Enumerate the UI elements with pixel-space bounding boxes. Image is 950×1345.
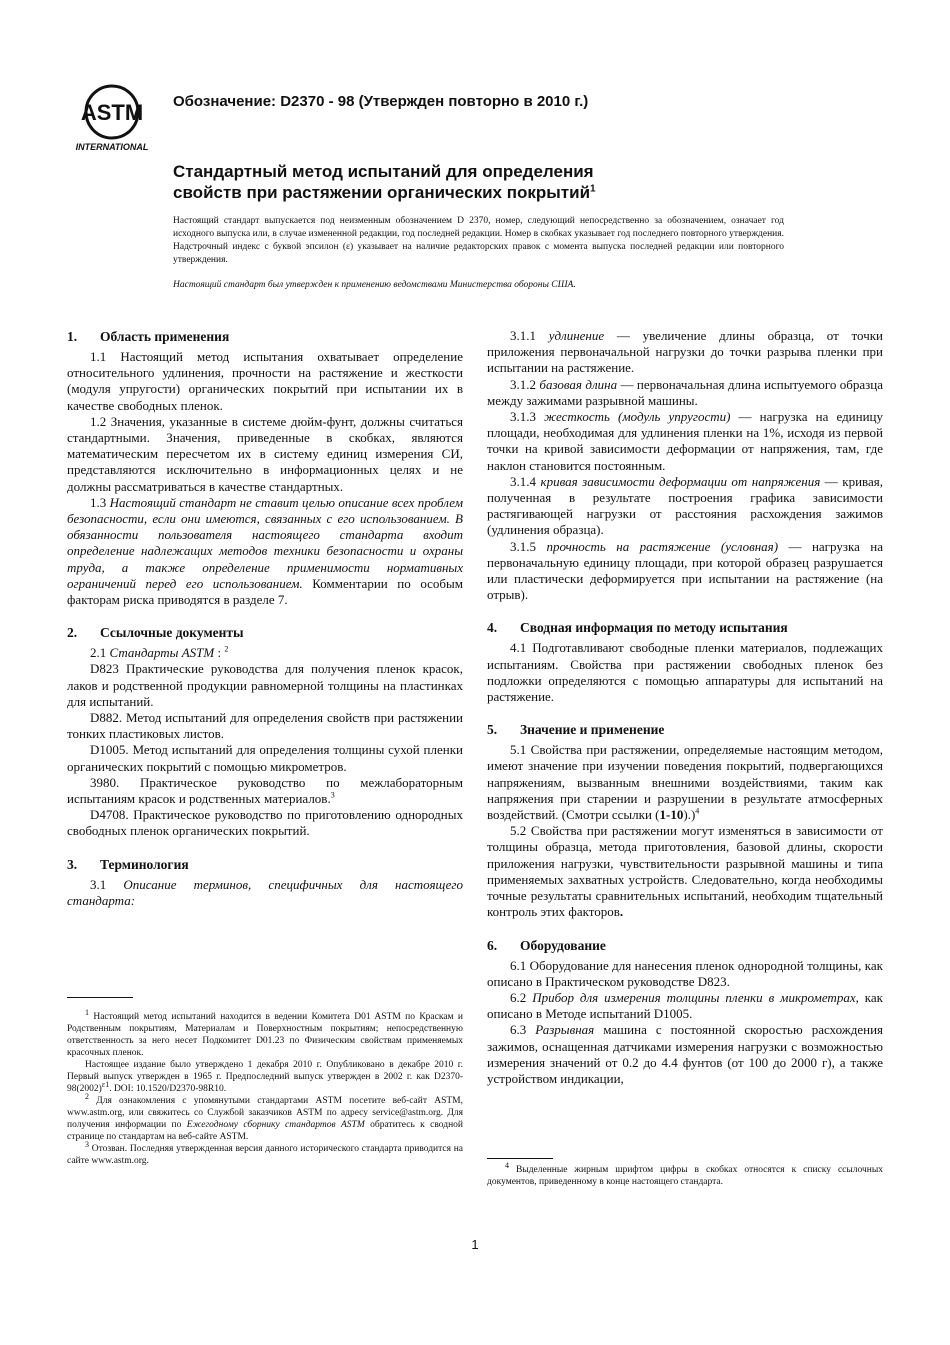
- title-footnote-ref: 1: [590, 183, 596, 195]
- para-6-2: 6.2 Прибор для измерения толщины пленки в микрометрах, как описано в Методе испытаний D1005.: [487, 989, 883, 1022]
- footnotes-right: [487, 1160, 884, 1188]
- para-4-1: 4.1 Подготавливают свободные пленки материалов, подлежащих испытаниям. Свойства при растяжении свободных пленок без подложки определяются с помощью аппаратуры для испытаний на растяжение.: [487, 640, 883, 705]
- title-line-1: Стандартный метод испытаний для определения: [173, 162, 594, 181]
- para-6-3: 6.3 Разрывная машина с постоянной скоростью расхождения зажимов, оснащенная датчиками измерения нагрузки с возможностью измерения значений от 0.2 до 4.4 фунтов (от 100 до 2000 г), а также устройством индикации,: [487, 1022, 883, 1086]
- para-5-1: 5.1 Свойства при растяжении, определяемые настоящим методом, имеют значение при изучении поведения покрытий, подвергающихся напряжениям, вызванным внешними воздействиями, таким как напряжения при старении и разрушении в результате атмосферных воздействий. (Смотри ссылки (1-10).)$^4$: [487, 742, 883, 823]
- footnotes-left: [67, 1007, 464, 1167]
- approval-note: Настоящий стандарт был утвержден к применению ведомствами Министерства обороны США.: [173, 280, 576, 290]
- ref-3980: 3980. Практическое руководство по межлабораторным испытаниям красок и родственных материалов.$^3$: [67, 774, 463, 807]
- astm-logo-mark: [72, 84, 158, 156]
- right-column: [487, 328, 883, 1087]
- term-3-1-3: 3.1.3 жесткость (модуль упругости) — нагрузка на единицу площади, необходимая для удлинения пленки на 1%, исходя из первой точки на кривой зависимости деформации от напряжения, там, где наклон становится постоянным.: [487, 409, 884, 473]
- footnote-1b: Настоящее издание было утверждено 1 декабря 2010 г. Опубликовано в декабре 2010 г. Первый выпуск утвержден в 1965 г. Предпоследний выпуск утвержден в 2002 г. как $D2370-98(2002)^{\varepsilon 1}$. DOI: 10.1520/D2370-98R10.: [67, 1060, 463, 1094]
- footnote-3: $^3$ Отозван. Последняя утвержденная версия данного исторического стандарта приводится на сайте www.astm.org.: [67, 1139, 463, 1166]
- term-3-1-5: 3.1.5 прочность на растяжение (условная) — нагрузка на первоначальную единицу площади, при которой образец разрушается или пластически деформируется при испытании на растяжение (на отрыв).: [487, 538, 884, 603]
- title-line-2: свойств при растяжении органических покрытий: [173, 183, 591, 202]
- section-2-heading: 2. Ссылочные документы: [67, 625, 244, 641]
- footnote-rule-left: [67, 997, 133, 998]
- footnote-rule-right: [487, 1158, 553, 1159]
- term-3-1-4: 3.1.4 кривая зависимости деформации от напряжения — кривая, полученная в результате построения графика зависимости растягивающей нагрузки от расстояния расхождения зажимов (удлинения образца).: [487, 473, 883, 538]
- para-5-2: 5.2 Свойства при растяжении могут изменяться в зависимости от толщины образца, метода приготовления, базовой длины, скорости приложения нагрузки, чувствительности разрывной машины и типа применяемых захватных устройств. Следовательно, когда необходимы точные результаты сравнительных испытаний, необходим тщательный контроль этих факторов.: [487, 823, 883, 920]
- ref-d882: D882. Метод испытаний для определения свойств при растяжении тонких пластиковых листов.: [67, 710, 463, 742]
- para-1-2: 1.2 Значения, указанные в системе дюйм-фунт, должны считаться стандартными. Значения, приведенные в скобках, являются математическим пересчетом их в систему единиц измерения СИ, представляются исключительно в информационных целях и не должны рассматриваться в качестве стандартных.: [67, 413, 463, 494]
- document-title: [173, 161, 793, 203]
- footnote-2: $^2$ Для ознакомления с упомянутыми стандартами ASTM посетите веб-сайт ASTM, www.astm.org, или свяжитесь со Службой заказчиков ASTM по адресу service@astm.org. Для получения информации по Ежегодному сборнику стандартов ASTM обратитесь к сводной странице по стандартам на веб-сайте ASTM.: [67, 1091, 464, 1142]
- para-3-1: 3.1 Описание терминов, специфичных для настоящего стандарта:: [67, 876, 464, 908]
- svg-text:INTERNATIONAL: INTERNATIONAL: [75, 142, 149, 152]
- ref-d4708: D4708. Практическое руководство по приготовлению однородных свободных пленок органических покрытий.: [67, 807, 463, 839]
- preface: Настоящий стандарт выпускается под неизменным обозначением D 2370, номер, следующий непосредственно за обозначением, означает год исходного выпуска или, в случае измененной редакции, год последней редакции. Номер в скобках указывает год последнего повторного утверждения. Надстрочный индекс с буквой эпсилон (ε) указывает на наличие редакторских правок с момента выпуска последней редакции или повторного утверждения.: [173, 216, 784, 265]
- para-1-3: 1.3 Настоящий стандарт не ставит целью описание всех проблем безопасности, если они имеются, связанных с его использованием. В обязанности пользователя настоящего стандарта входит определение надлежащих методов техники безопасности и охраны труда, а также определение применимости нормативных ограничений перед его использованием. Комментарии по особым факторам риска приводятся в разделе 7.: [67, 494, 463, 608]
- astm-logo: [72, 84, 158, 156]
- designation: Обозначение: D2370 - 98 (Утвержден повторно в 2010 г.): [173, 93, 589, 110]
- left-column: [67, 328, 463, 909]
- para-1-1: 1.1 Настоящий метод испытания охватывает определение относительного удлинения, прочности на растяжение и жесткости (модуля упругости) органических покрытий при испытании их в качестве свободных пленок.: [67, 349, 463, 413]
- section-4-heading: 4. Сводная информация по методу испытания: [487, 620, 788, 636]
- ref-d1005: D1005. Метод испытаний для определения толщины сухой пленки органических покрытий с помощью микрометров.: [67, 742, 463, 774]
- footnote-4: $^4$ Выделенные жирным шрифтом цифры в скобках относятся к списку ссылочных документов, приведенному в конце настоящего стандарта.: [487, 1160, 884, 1187]
- footnote-1: $^1$ Настоящий метод испытаний находится в ведении Комитета D01 ASTM по Краскам и Родственным покрытиям, Материалам и Поверхностным покрытиям; непосредственную ответственность за него несет Подкомитет D01.23 по Физическим свойствам применяемых красочных пленок.: [67, 1007, 464, 1058]
- section-6-heading: 6. Оборудование: [487, 937, 606, 953]
- para-2-1: 2.1 Стандарты ASTM : $^2$: [90, 644, 229, 661]
- svg-text:ASTM: ASTM: [80, 100, 144, 125]
- page-number: 1: [471, 1237, 479, 1252]
- section-1-heading: 1. Область применения: [67, 329, 230, 344]
- ref-d823: D823 Практические руководства для получения пленок красок, лаков и родственной продукции равномерной толщины на пластинках для испытаний.: [67, 661, 463, 709]
- section-5-heading: 5. Значение и применение: [487, 722, 665, 738]
- term-3-1-2: 3.1.2 базовая длина — первоначальная длина испытуемого образца между зажимами разрывной машины.: [487, 376, 884, 408]
- section-3-heading: 3. Терминология: [67, 856, 189, 872]
- term-3-1-1: 3.1.1 удлинение — увеличение длины образца, от точки приложения первоначальной нагрузки до точки разрыва пленки при испытании на растяжение.: [487, 328, 884, 376]
- para-6-1: 6.1 Оборудование для нанесения пленок однородной толщины, как описано в Практическом руководстве D823.: [487, 957, 883, 989]
